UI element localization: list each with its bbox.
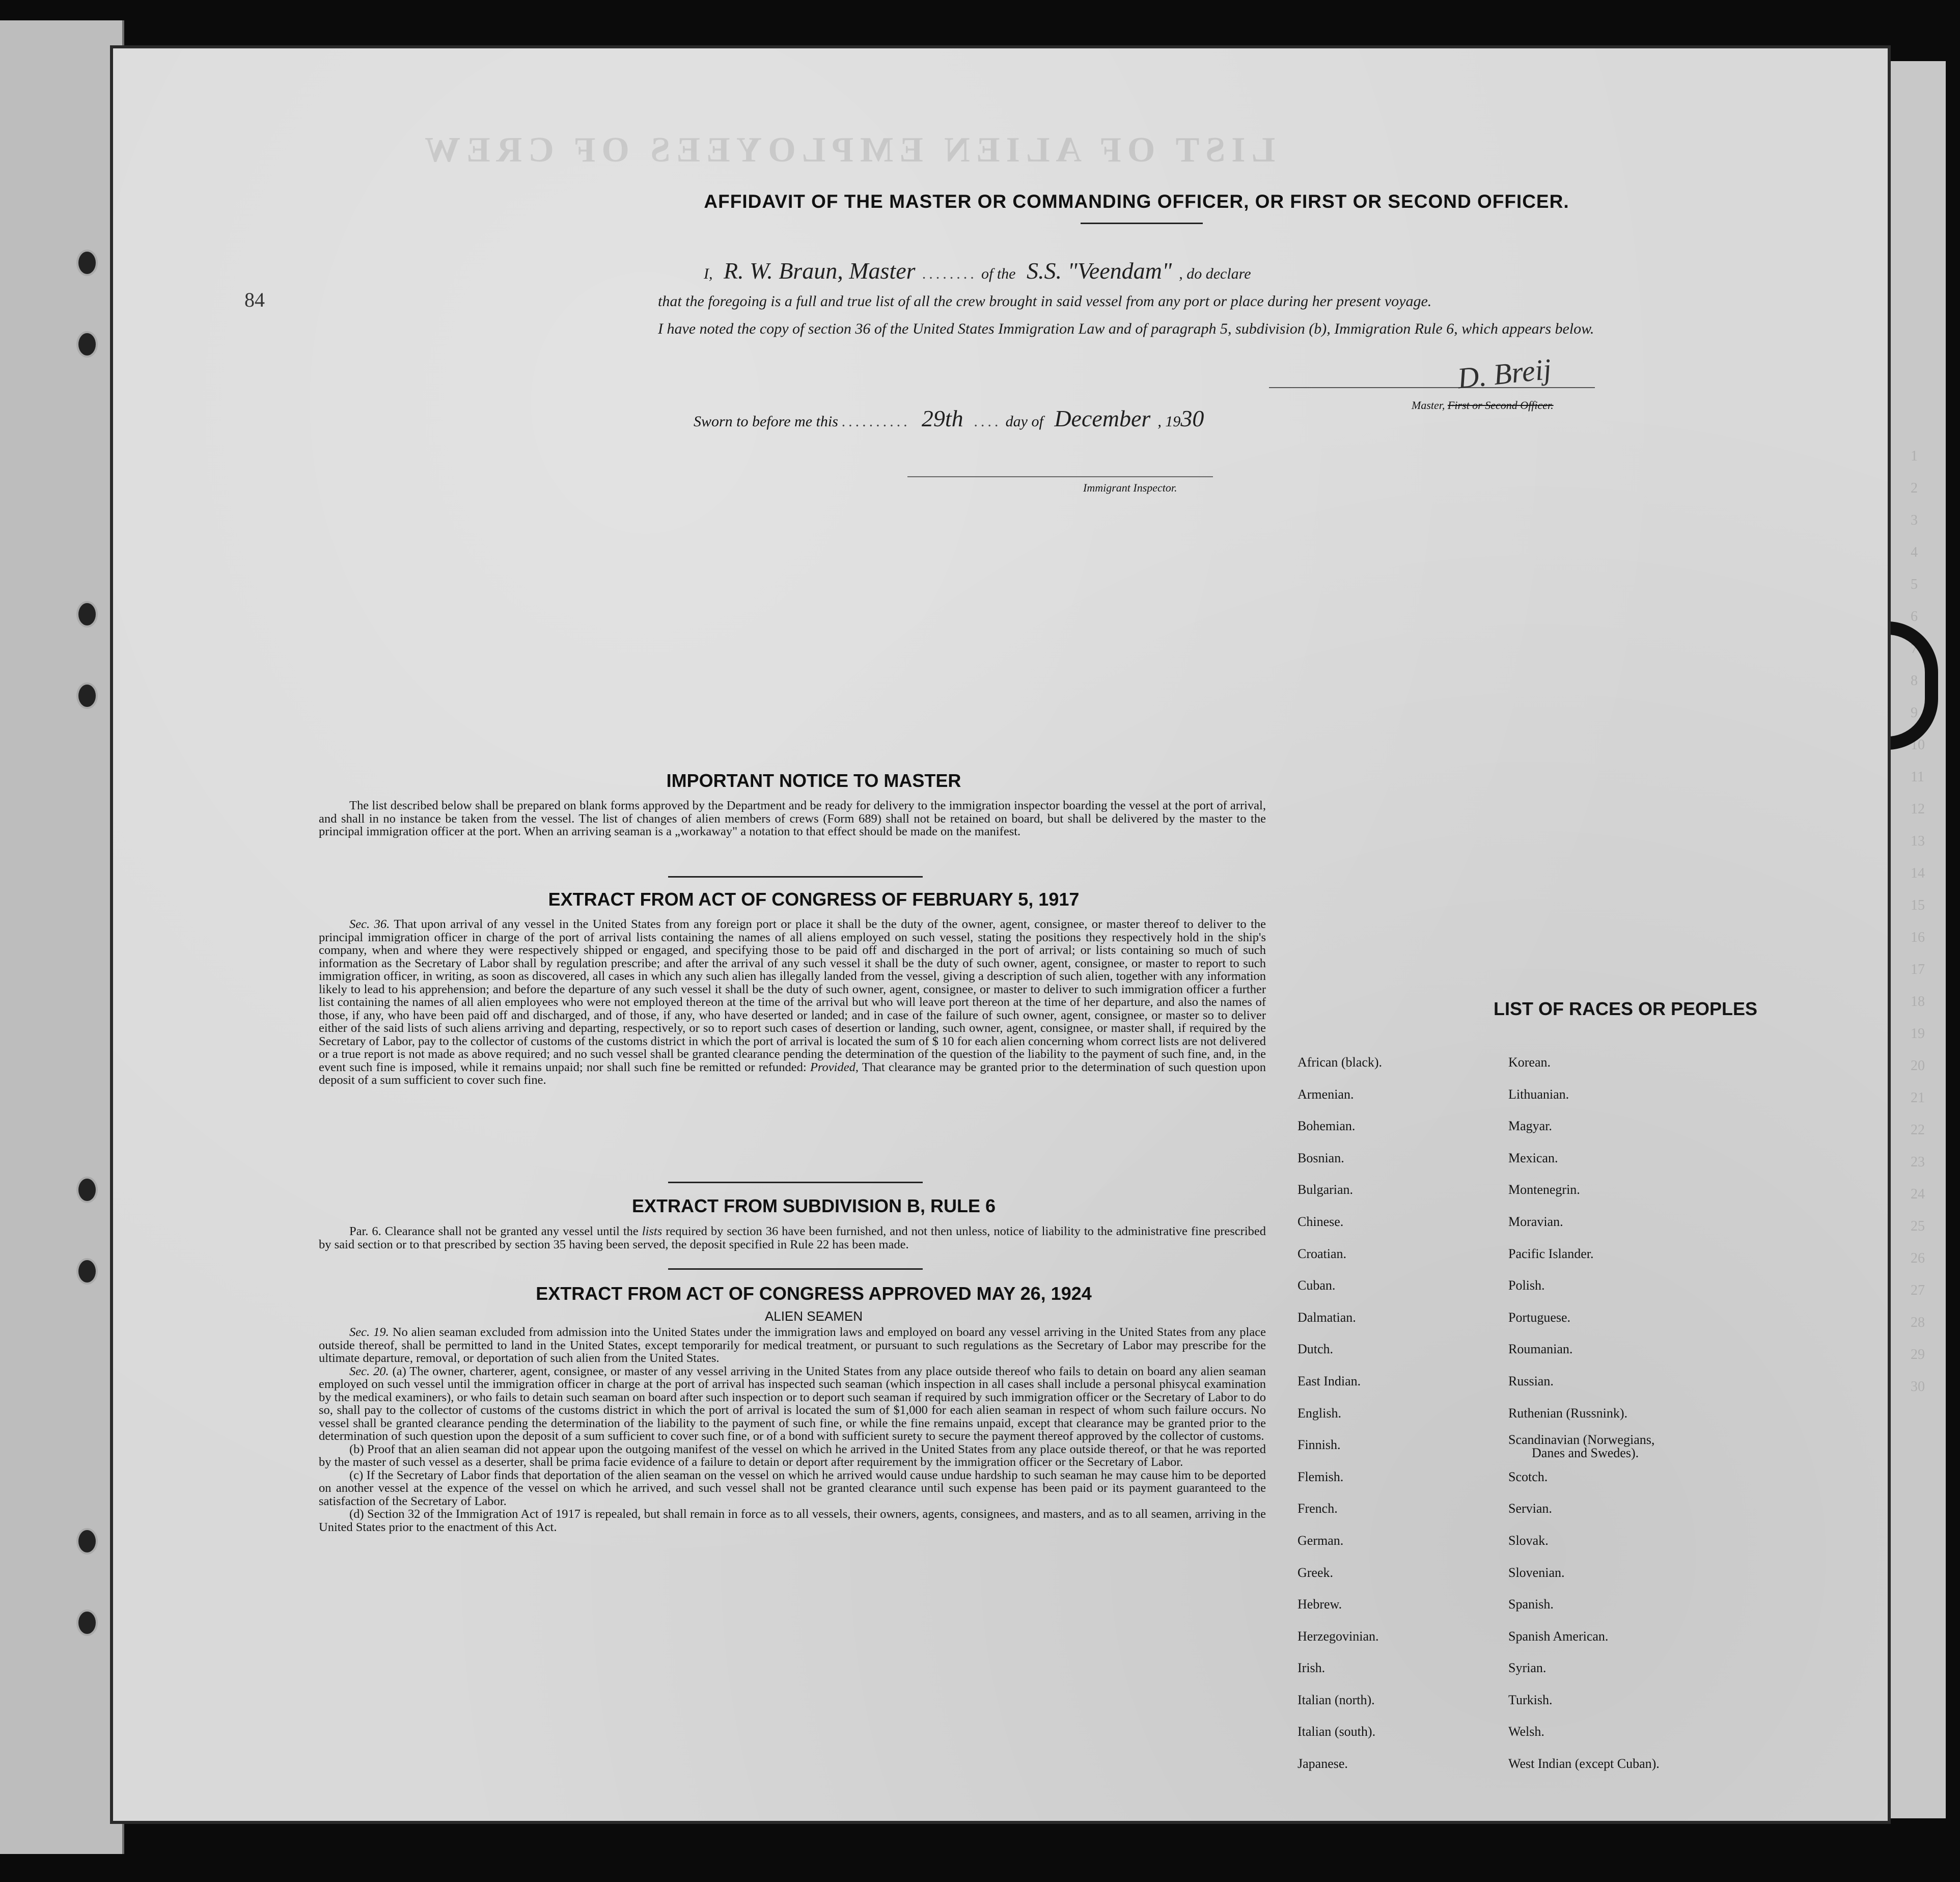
race-item: Portuguese. (1508, 1310, 1571, 1325)
race-item: Spanish. (1508, 1597, 1554, 1612)
binder-hole (76, 1177, 98, 1203)
race-item: Flemish. (1298, 1469, 1344, 1484)
sworn-statement: Sworn to before me this .......... 29th .... day of December , 1930 (694, 405, 1204, 431)
row-number: 26 (1911, 1250, 1925, 1266)
race-item: Roumanian. (1508, 1342, 1573, 1357)
row-number: 19 (1911, 1026, 1925, 1042)
row-number: 13 (1911, 833, 1925, 849)
race-item: Ruthenian (Russnink). (1508, 1405, 1627, 1421)
lists-word: lists (642, 1224, 662, 1238)
sec20b-text: (b) Proof that an alien seaman did not appear upon the outgoing manifest of the vessel on which he arrived in the United States from any place outside thereof, or that he was reported by the master of such vessel as a deserter, shall be prima facie evidence of a failure to detain or deport after requirement by the immigration officer or the Secretary of Labor. (319, 1442, 1266, 1469)
row-number: 2 (1911, 480, 1918, 496)
extract-rule6-title: EXTRACT FROM SUBDIVISION B, RULE 6 (631, 1195, 996, 1216)
sec19-text: No alien seaman excluded from admission into the United States under the immigration laws and employed on board any vessel arriving in the United States from any place outside thereof, shall be permitted to land in the United States, except temporarily for medical treatment, or pursuant to such regulations as the Secretary of Labor may prescribe for the ultimate departure, removal, or deportation of such alien from the United States. (319, 1325, 1266, 1365)
race-item: Finnish. (1298, 1437, 1341, 1453)
sec20-label: Sec. 20. (349, 1364, 389, 1378)
title-rule (1081, 223, 1203, 224)
race-item: Scandinavian (Norwegians, (1508, 1432, 1655, 1448)
sworn-month: December (1054, 405, 1151, 431)
row-number: 12 (1911, 801, 1925, 817)
rule6-text-a: Par. 6. Clearance shall not be granted any vessel until the (349, 1224, 639, 1238)
row-number: 14 (1911, 865, 1925, 881)
row-number: 20 (1911, 1058, 1925, 1074)
master-label: Master, (1412, 399, 1445, 412)
bleed-through-header: LIST OF ALIEN EMPLOYEES OF CREW (419, 130, 1276, 170)
race-item: Dutch. (1298, 1342, 1334, 1357)
master-signature: D. Breij (1456, 352, 1553, 395)
sec19-label: Sec. 19. (349, 1325, 389, 1339)
race-item: Japanese. (1298, 1756, 1348, 1771)
signature-line (1269, 387, 1595, 388)
race-item: Welsh. (1508, 1724, 1544, 1739)
row-number: 1 (1911, 448, 1918, 464)
row-number: 4 (1911, 544, 1918, 560)
inspector-signature-line (907, 476, 1213, 477)
race-item: Spanish American. (1508, 1628, 1609, 1644)
race-item: Dalmatian. (1298, 1310, 1356, 1325)
year-prefix: , 19 (1157, 413, 1181, 430)
race-item: Lithuanian. (1508, 1086, 1569, 1102)
row-number: 25 (1911, 1218, 1925, 1234)
race-item: Slovak. (1508, 1533, 1549, 1548)
of-the-label: of the (981, 265, 1016, 282)
race-item: Pacific Islander. (1508, 1246, 1594, 1261)
extract-1924-title: EXTRACT FROM ACT OF CONGRESS APPROVED MAY 26, 1924 (536, 1283, 1092, 1304)
binder-hole (76, 1528, 98, 1554)
race-item: Servian. (1508, 1501, 1552, 1516)
do-declare-label: , do declare (1179, 265, 1251, 282)
race-item: Herzegovinian. (1298, 1628, 1379, 1644)
row-number: 23 (1911, 1154, 1925, 1170)
row-number: 3 (1911, 512, 1918, 528)
race-item: French. (1298, 1501, 1338, 1516)
extract-1917-title: EXTRACT FROM ACT OF CONGRESS OF FEBRUARY 5, 1917 (548, 889, 1080, 910)
sec36-text: That upon arrival of any vessel in the United States from any foreign port or place it shall be the duty of the owner, agent, consignee, or master thereof to deliver to the principal immigration officer in charge of the port of arrival lists containing the names of all aliens employed on such vessel, stating the positions they respectively hold in the ship's company, when and where they were respectively shipped or engaged, and specifying those to be paid off and discharged in the port of arrival; or lists containing so much of such information as the Secretary of Labor shall by regulation prescribe; and after the arrival of any such vessel it shall be the duty of such owner, agent, consignee, or master to report to such immigration officer, in writing, as soon as discovered, all cases in which any such alien has illegally landed from the vessel, giving a description of such alien, together with any information likely to lead to his apprehension; and before the departure of any such vessel it shall be the duty of such owner, agent, consignee, or master to deliver to such immigration officer a further list containing the names of all alien employees who were not employed thereon at the time of the arrival but who will leave port thereon at the time of her departure, and also the names of those, if any, who have been paid off and discharged, and of those, if any, who have deserted or landed; and in case of the failure of such owner, agent, consignee, or master so to deliver either of the said lists of such aliens arriving and departing, respectively, or so to report such cases of desertion or landing, such owner, agent, consignee, or master shall, if required by the Secretary of Labor, pay to the collector of customs of the customs district in which the port of arrival is located the sum of $ 10 for each alien concerning whom correct lists are not delivered or a true report is not made as above required; and no such vessel shall be granted clearance pending the determination of the question of the liability to the payment of such fine, and, in the event such fine is imposed, while it remains unpaid; nor shall such fine be remitted or refunded: (319, 917, 1266, 1074)
row-number: 17 (1911, 962, 1925, 977)
row-number: 5 (1911, 577, 1918, 592)
notice-paragraph: The list described below shall be prepared on blank forms approved by the Department and be ready for delivery to the immigration inspector boarding the vessel at the port of arrival, and shall in no instance be taken from the vessel. The list of changes of alien members of crews (Form 689) shall not be retained on board, but shall be delivered by the master to the principal immigration officer at the port. When an arriving seaman is a „workaway" a notation to that effect should be made on the manifest. (319, 799, 1266, 838)
inspector-label: Immigrant Inspector. (1083, 481, 1177, 494)
race-item: Russian. (1508, 1373, 1554, 1388)
declaration-statement-2: I have noted the copy of section 36 of the United States Immigration Law and of paragraph 5, subdivision (b), Immigration Rule 6, which appears below. (658, 320, 1594, 337)
row-number: 8 (1911, 673, 1918, 689)
binder-hole (76, 250, 98, 276)
race-item-continued: Danes and Swedes). (1532, 1445, 1639, 1461)
race-item: Armenian. (1298, 1086, 1354, 1102)
race-item: Italian (north). (1298, 1692, 1375, 1707)
sec20a-text: (a) The owner, charterer, agent, consignee, or master of any vessel arriving in the United States from any place outside thereof who fails to detain on board any alien seaman employed on such vessel until the immigration officer in charge at the port of arrival has inspected such seaman (which inspection in all cases shall include a personal phisycal examination by the medical examiners), or who fails to detain such seaman on board after such inspection or to deport such seaman if required by such immigration officer or the Secretary of Labor to do so, shall pay to the collector of customs of the customs district in which the port of arrival is located the sum of $1,000 for each alien seaman in respect of whom such failure occurs. No vessel shall be granted clearance pending the determination of the liability to the payment of such fine, or while the fine remains unpaid, except that clearance may be granted prior to the determination of such question upon the deposit of a sum sufficient to cover such fine, or of a bond with sufficient surety to secure the payment thereof approved by the collector of customs. (319, 1364, 1266, 1443)
race-item: Cuban. (1298, 1278, 1336, 1293)
alien-seamen-subtitle: ALIEN SEAMEN (764, 1308, 863, 1324)
sec36-label: Sec. 36. (349, 917, 390, 931)
race-item: Korean. (1508, 1055, 1551, 1070)
binder-hole (76, 1610, 98, 1636)
notice-title: IMPORTANT NOTICE TO MASTER (666, 770, 961, 791)
row-number: 11 (1911, 769, 1924, 785)
extract-1917-text (319, 918, 1266, 1087)
binding-edge (0, 20, 124, 1854)
race-item: Slovenian. (1508, 1565, 1565, 1580)
affidavit-title: AFFIDAVIT OF THE MASTER OR COMMANDING OFFICER, OR FIRST OR SECOND OFFICER. (704, 191, 1569, 212)
row-number: 27 (1911, 1283, 1925, 1298)
race-item: Scotch. (1508, 1469, 1548, 1484)
row-number: 16 (1911, 930, 1925, 945)
declarant-name: R. W. Braun, Master (724, 258, 916, 284)
binder-hole (76, 683, 98, 709)
sec20c-text: (c) If the Secretary of Labor finds that deportation of the alien seaman on the vessel on which he arrived would cause undue hardship to such seaman he may cause him to be deported on another vessel at the expence of the vessel on which he arrived, and such vessel shall not be granted clearance until such expense has been paid or its payment guaranteed to the satisfaction of the Secretary of Labor. (319, 1468, 1266, 1508)
row-number: 10 (1911, 737, 1925, 753)
race-item: Moravian. (1508, 1214, 1563, 1229)
row-number: 6 (1911, 609, 1918, 624)
i-label: I, (704, 265, 713, 282)
section-rule (668, 1182, 923, 1183)
races-left-column (1298, 1047, 1382, 1780)
race-item: Chinese. (1298, 1214, 1344, 1229)
struck-officer-label: First or Second Officer. (1447, 399, 1554, 412)
sworn-day: 29th (921, 405, 963, 431)
day-of-label: day of (1005, 413, 1043, 430)
sec36-text-end: That clearance may be granted prior to the determination of such question upon deposit of a sum sufficient to cover such fine. (319, 1060, 1266, 1087)
race-item: Turkish. (1508, 1692, 1553, 1707)
race-item: Magyar. (1508, 1119, 1552, 1134)
race-item: Bulgarian. (1298, 1182, 1354, 1197)
row-number: 30 (1911, 1379, 1925, 1395)
race-item: East Indian. (1298, 1373, 1361, 1388)
race-item: West Indian (except Cuban). (1508, 1756, 1660, 1771)
race-item: German. (1298, 1533, 1344, 1548)
margin-note: 84 (244, 288, 265, 311)
affidavit-declaration: I, R. W. Braun, Master ........ of the S.S. "Veendam" , do declare that the foregoing is a full and true list of all the crew brought in said vessel from any port or place during her present voyage. I have noted the copy of section 36 of the United States Immigration Law and of paragraph 5, subdivision (b), Immigration Rule 6, which appears below. (658, 257, 1625, 343)
sworn-year: 30 (1180, 405, 1204, 431)
master-title-label (1412, 399, 1554, 412)
row-number: 24 (1911, 1186, 1925, 1202)
binder-hole (76, 1258, 98, 1285)
extract-1924-text (319, 1326, 1266, 1534)
race-item: English. (1298, 1405, 1341, 1421)
row-number: 29 (1911, 1347, 1925, 1362)
race-item: Syrian. (1508, 1660, 1547, 1676)
row-number: 28 (1911, 1315, 1925, 1330)
race-item: Mexican. (1508, 1150, 1558, 1165)
race-item: Bohemian. (1298, 1119, 1356, 1134)
rule6-text-b: required by section 36 have been furnished, and not then unless, notice of liability to the administrative fine prescribed by said section or to that prescribed by section 35 having been served, the deposit specified in Rule 22 has been made. (319, 1224, 1266, 1251)
binder-hole (76, 601, 98, 628)
races-right-column (1508, 1047, 1660, 1780)
race-item: African (black). (1298, 1055, 1383, 1070)
race-item: Irish. (1298, 1660, 1326, 1676)
section-rule (668, 876, 923, 878)
sworn-prefix: Sworn to before me this (694, 413, 838, 430)
binder-hole (76, 331, 98, 358)
race-item-scandinavian (1508, 1429, 1660, 1461)
row-number: 15 (1911, 897, 1925, 913)
race-item: Croatian. (1298, 1246, 1347, 1261)
race-item: Hebrew. (1298, 1597, 1342, 1612)
row-number: 9 (1911, 705, 1918, 721)
notice-text (319, 799, 1266, 838)
race-item: Polish. (1508, 1278, 1545, 1293)
race-item: Bosnian. (1298, 1150, 1344, 1165)
race-item: Italian (south). (1298, 1724, 1376, 1739)
race-item: Montenegrin. (1508, 1182, 1580, 1197)
extract-rule6-text (319, 1225, 1266, 1251)
manifest-sheet (113, 48, 1925, 1821)
provided-label: Provided, (810, 1060, 859, 1074)
row-number: 7 (1911, 641, 1918, 657)
row-number: 22 (1911, 1122, 1925, 1138)
declaration-statement-1: that the foregoing is a full and true list of all the crew brought in said vessel from any port or place during her present voyage. (658, 293, 1432, 310)
sec20d-text: (d) Section 32 of the Immigration Act of 1917 is repealed, but shall remain in force as to all vessels, their owners, agents, consignees, and masters, and as to all seamen, arriving in the United States prior to the enactment of this Act. (319, 1507, 1266, 1534)
vessel-name: S.S. "Veendam" (1027, 258, 1172, 284)
row-number: 21 (1911, 1090, 1925, 1106)
row-number: 18 (1911, 994, 1925, 1010)
race-item: Greek. (1298, 1565, 1334, 1580)
races-title: LIST OF RACES OR PEOPLES (1493, 998, 1758, 1019)
section-rule (668, 1268, 923, 1270)
